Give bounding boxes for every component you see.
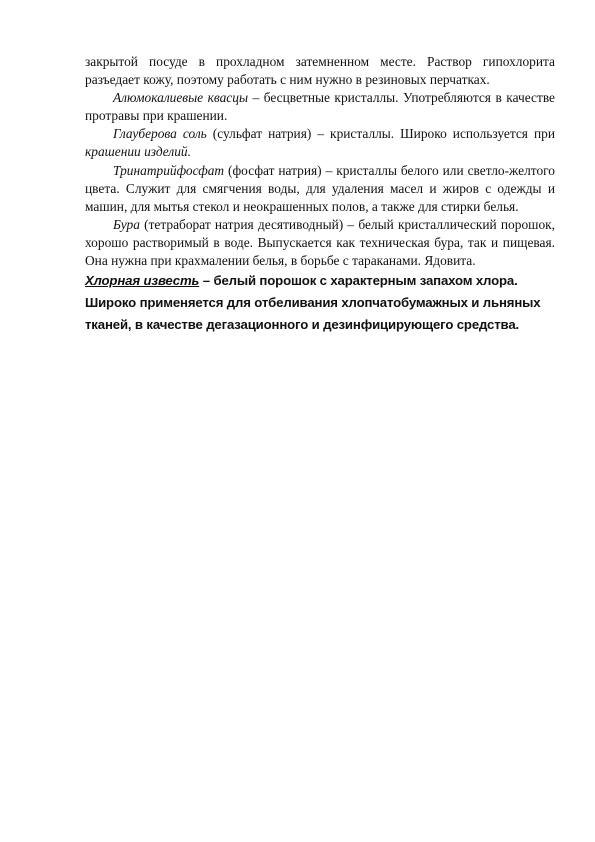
term-trisodium-phosphate: Тринатрийфосфат [113, 162, 225, 178]
term-bleaching-powder: Хлорная известь [85, 273, 200, 289]
paragraph-text: (тетраборат натрия десятиводный) – белый кристаллический порошок, хорошо растворимый в воде. Выпускается как техническая бура, так и пищевая. Она нужна при крахмалении белья, в борьбе с тараканами. Ядовита. [85, 216, 555, 269]
term-borax: Бура [113, 216, 140, 232]
paragraph-storage [85, 53, 555, 89]
paragraph-text: (сульфат натрия) – кристаллы. Широко используется при [206, 126, 555, 142]
paragraph-text: закрытой посуде в прохладном затемненном месте. Раствор гипохлорита разъедает кожу, поэтому работать с ним нужно в резиновых перчатках. [85, 54, 555, 88]
paragraph-bleaching-powder [85, 270, 555, 336]
term-alum: Алюмокалиевые квасцы [113, 90, 249, 106]
paragraph-text: (фосфат натрия) – кристаллы белого или светло-желтого цвета. Служит для смягчения воды, для удаления масел и жиров с одежды и машин, для мытья стекол и неокрашенных полов, а также для стирки белья. [85, 162, 555, 214]
paragraph-trisodium-phosphate [85, 162, 555, 216]
paragraph-alum [85, 89, 555, 125]
term-glauber-salt: Глауберова соль [113, 126, 207, 142]
paragraph-glauber-salt [85, 125, 555, 161]
paragraph-tail: крашении изделий. [85, 144, 191, 160]
paragraph-text: – бесцветные кристаллы. Употребляются в качестве протравы при крашении. [85, 90, 556, 124]
document-body [85, 53, 555, 336]
paragraph-text: – белый порошок с характерным запахом хлора. Широко применяется для отбеливания хлопчатобумажных и льняных тканей, в качестве дегазационного и дезинфицирующего средства. [85, 273, 541, 333]
paragraph-borax [85, 216, 555, 270]
